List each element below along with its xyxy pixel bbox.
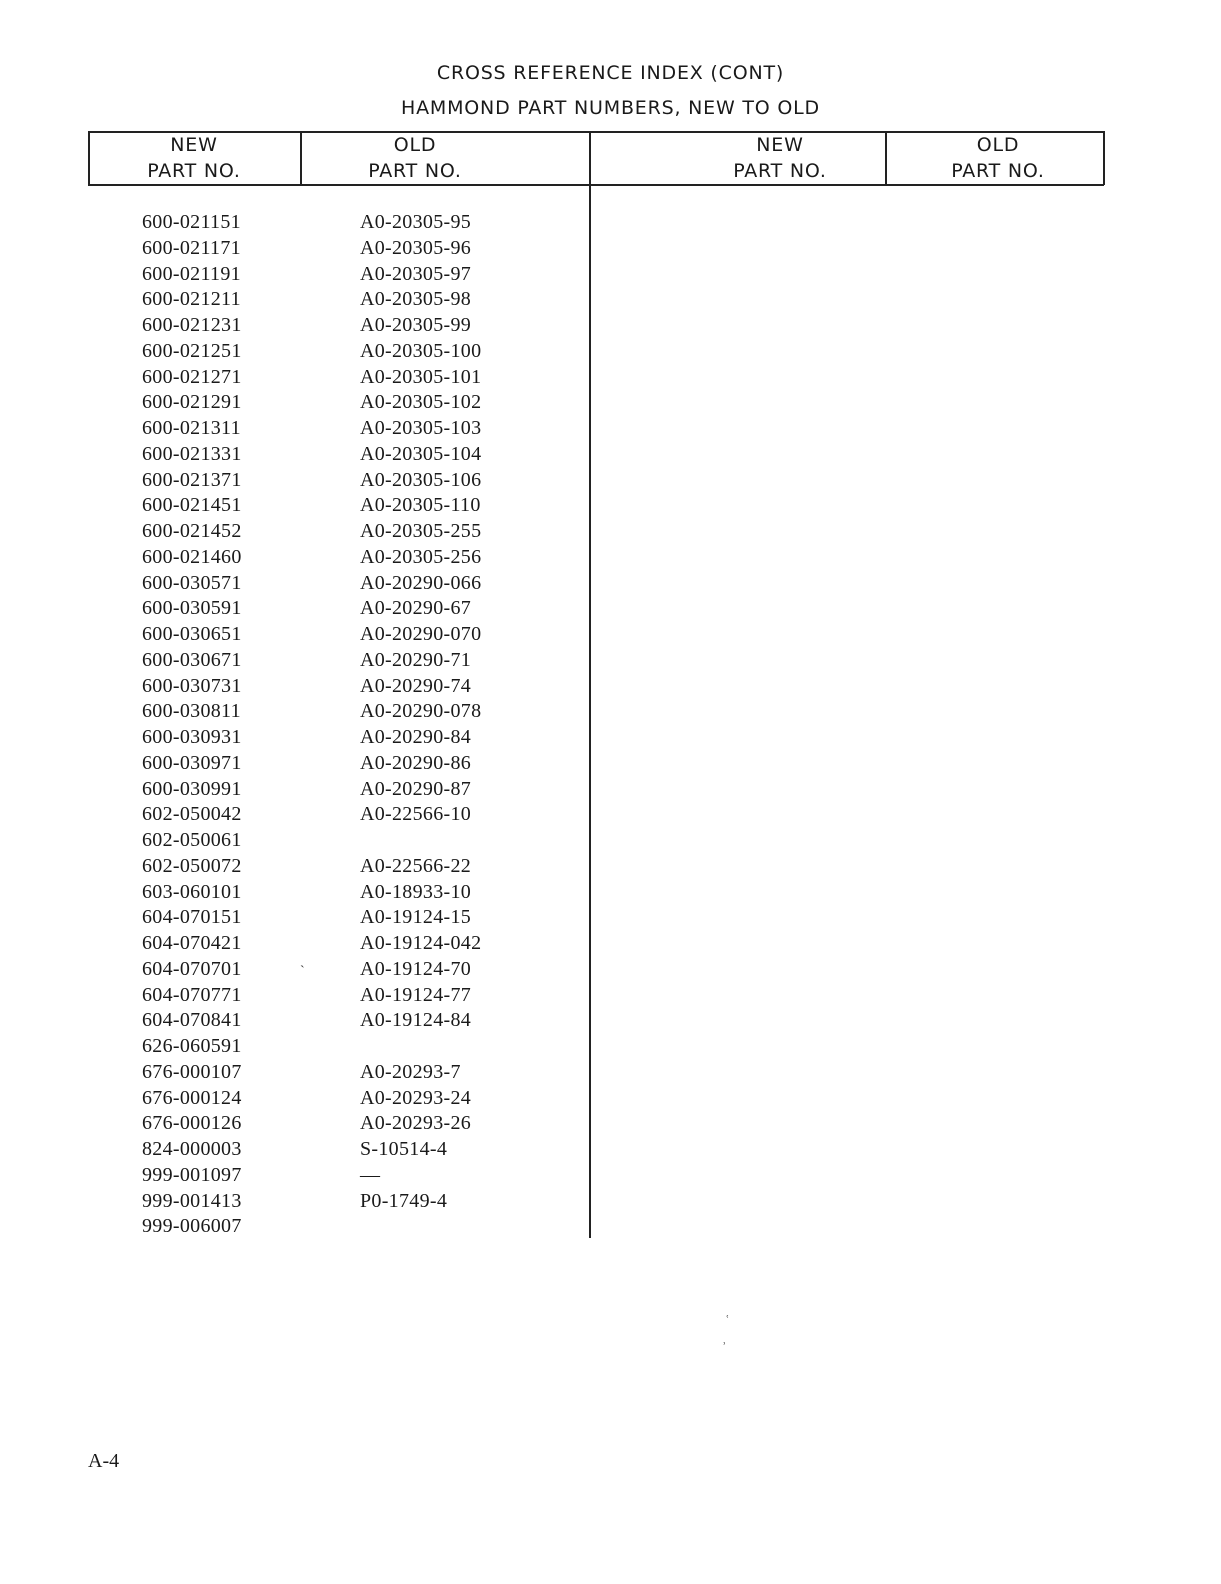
table-row — [0, 468, 600, 494]
new-part-number: 999-001413 — [142, 1189, 242, 1212]
table-row — [0, 648, 600, 674]
new-part-number: 600-021231 — [142, 314, 242, 336]
header-new-line1: NEW — [756, 134, 804, 156]
old-part-number: A0-18933-10 — [360, 880, 472, 903]
old-part-number: — — [360, 1163, 381, 1186]
new-part-number: 600-021451 — [142, 494, 242, 517]
old-part-number: A0-20290-67 — [360, 597, 472, 620]
old-part-number: A0-19124-70 — [360, 957, 472, 980]
old-part-number: A0-20305-110 — [360, 494, 481, 517]
new-part-number: 602-050042 — [142, 803, 242, 826]
new-part-number: 600-021331 — [142, 442, 242, 465]
new-part-number: 676-000107 — [142, 1060, 242, 1083]
table-row — [0, 905, 600, 931]
old-part-number: A0-20290-86 — [360, 751, 472, 774]
table-row — [0, 751, 600, 777]
new-part-number: 600-030991 — [142, 777, 242, 800]
old-part-number: A0-20305-104 — [360, 442, 482, 465]
new-part-number: 600-030571 — [142, 571, 242, 594]
old-part-number: A0-20305-99 — [360, 314, 472, 336]
old-part-number: A0-20305-97 — [360, 262, 472, 285]
page-number: A-4 — [88, 1450, 120, 1472]
new-part-number: 600-030931 — [142, 726, 242, 748]
old-part-number: A0-20305-100 — [360, 339, 482, 362]
new-part-number: 604-070421 — [142, 932, 242, 954]
table-row — [0, 313, 600, 339]
scan-speck: ˴ — [300, 958, 305, 973]
new-part-number: 600-021311 — [142, 417, 241, 439]
header-old-part-right — [900, 132, 1096, 184]
new-part-number: 602-050061 — [142, 829, 242, 851]
new-part-number: 999-006007 — [142, 1215, 242, 1238]
table-row — [0, 931, 600, 957]
new-part-number: 603-060101 — [142, 880, 242, 903]
table-row — [0, 777, 600, 803]
part-number-rows — [0, 210, 600, 1240]
header-new-part-right — [680, 132, 880, 184]
old-part-number: A0-20305-98 — [360, 288, 472, 311]
new-part-number: 600-030671 — [142, 648, 242, 671]
old-part-number: A0-20290-078 — [360, 700, 482, 723]
table-row — [0, 1189, 600, 1215]
header-new-line2: PART NO. — [147, 160, 241, 182]
table-row — [0, 1111, 600, 1137]
table-row — [0, 1086, 600, 1112]
old-part-number: A0-20305-96 — [360, 236, 472, 259]
new-part-number: 602-050072 — [142, 854, 242, 877]
old-part-number: S-10514-4 — [360, 1138, 448, 1160]
new-part-number: 604-070841 — [142, 1009, 242, 1032]
table-row — [0, 339, 600, 365]
index-title: CROSS REFERENCE INDEX (CONT) — [436, 62, 785, 84]
new-part-number: 604-070771 — [142, 983, 242, 1006]
new-part-number: 999-001097 — [142, 1163, 242, 1186]
old-part-number: A0-20293-7 — [360, 1060, 461, 1083]
new-part-number: 600-030971 — [142, 751, 242, 774]
table-row — [0, 1008, 600, 1034]
table-row — [0, 983, 600, 1009]
table-row — [0, 519, 600, 545]
old-part-number: A0-19124-042 — [360, 932, 482, 954]
old-part-number: A0-20290-84 — [360, 726, 472, 748]
table-row — [0, 1060, 600, 1086]
table-row — [0, 699, 600, 725]
old-part-number: A0-20290-71 — [360, 648, 472, 671]
table-row — [0, 442, 600, 468]
old-part-number: A0-20293-26 — [360, 1112, 472, 1135]
old-part-number: A0-22566-22 — [360, 854, 472, 877]
new-part-number: 600-021271 — [142, 365, 242, 388]
table-row — [0, 854, 600, 880]
old-part-number: A0-20293-24 — [360, 1086, 472, 1109]
table-row — [0, 1163, 600, 1189]
new-part-number: 604-070151 — [142, 906, 242, 929]
new-part-number: 824-000003 — [142, 1138, 242, 1160]
new-part-number: 600-021371 — [142, 468, 242, 491]
table-row — [0, 571, 600, 597]
new-part-number: 676-000126 — [142, 1112, 242, 1135]
new-part-number: 600-021211 — [142, 288, 241, 311]
header-new-line2: PART NO. — [733, 160, 827, 182]
table-row — [0, 287, 600, 313]
new-part-number: 600-030651 — [142, 623, 242, 645]
old-part-number: A0-20305-95 — [360, 211, 472, 233]
table-row — [0, 416, 600, 442]
old-part-number: A0-20305-256 — [360, 545, 482, 568]
table-row — [0, 880, 600, 906]
old-part-number: P0-1749-4 — [360, 1189, 448, 1212]
table-right-border — [1103, 131, 1105, 185]
new-part-number: 600-021452 — [142, 520, 242, 542]
old-part-number: A0-20305-106 — [360, 468, 482, 491]
scan-speck: ˓ — [725, 1307, 730, 1322]
old-part-number: A0-20290-87 — [360, 777, 472, 800]
old-part-number: A0-20305-101 — [360, 365, 482, 388]
table-row — [0, 725, 600, 751]
new-part-number: 600-030731 — [142, 674, 242, 697]
table-row — [0, 1214, 600, 1240]
new-part-number: 600-021151 — [142, 211, 241, 233]
old-part-number: A0-20305-255 — [360, 520, 482, 542]
scan-speck: ˒ — [722, 1334, 727, 1349]
old-part-number: A0-22566-10 — [360, 803, 472, 826]
new-part-number: 600-021171 — [142, 236, 241, 259]
old-part-number: A0-20305-102 — [360, 391, 482, 414]
old-part-number: A0-20305-103 — [360, 417, 482, 439]
old-part-number: A0-20290-066 — [360, 571, 482, 594]
header-new-part-left — [88, 132, 300, 184]
header-new-line1: NEW — [170, 134, 218, 156]
table-row — [0, 596, 600, 622]
new-part-number: 604-070701 — [142, 957, 242, 980]
index-subtitle: HAMMOND PART NUMBERS, NEW TO OLD — [401, 97, 820, 119]
column-divider-right — [885, 131, 887, 185]
old-part-number: A0-20290-74 — [360, 674, 472, 697]
header-old-line2: PART NO. — [951, 160, 1045, 182]
new-part-number: 600-030591 — [142, 597, 242, 620]
new-part-number: 600-021460 — [142, 545, 242, 568]
header-old-part-left — [300, 132, 530, 184]
table-row — [0, 236, 600, 262]
table-row — [0, 210, 600, 236]
old-part-number: A0-19124-77 — [360, 983, 472, 1006]
old-part-number: A0-19124-84 — [360, 1009, 472, 1032]
table-header-bottom-rule — [88, 184, 1104, 186]
header-old-line1: OLD — [976, 134, 1020, 156]
table-row — [0, 390, 600, 416]
table-row — [0, 262, 600, 288]
header-old-line1: OLD — [393, 134, 437, 156]
header-old-line2: PART NO. — [368, 160, 462, 182]
new-part-number: 600-021291 — [142, 391, 242, 414]
old-part-number: A0-20290-070 — [360, 623, 482, 645]
table-row — [0, 493, 600, 519]
table-row — [0, 674, 600, 700]
table-row — [0, 1137, 600, 1163]
new-part-number: 676-000124 — [142, 1086, 242, 1109]
table-row — [0, 1034, 600, 1060]
new-part-number: 600-021251 — [142, 339, 242, 362]
old-part-number: A0-19124-15 — [360, 906, 472, 929]
new-part-number: 626-060591 — [142, 1035, 242, 1057]
new-part-number: 600-030811 — [142, 700, 241, 723]
table-row — [0, 365, 600, 391]
table-row — [0, 622, 600, 648]
table-row — [0, 545, 600, 571]
new-part-number: 600-021191 — [142, 262, 241, 285]
table-row — [0, 828, 600, 854]
table-row — [0, 802, 600, 828]
